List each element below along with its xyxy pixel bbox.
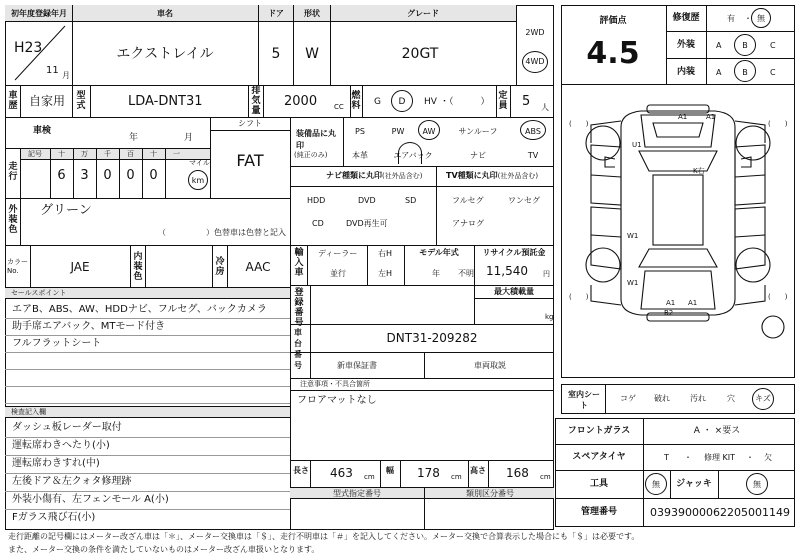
equip-nav: ナビ [470, 151, 486, 160]
drive-4wd: 4WD [525, 57, 545, 66]
car-diagram [561, 85, 795, 378]
inspector-note-line: 外装小傷有、左フェンモール A(小) [12, 494, 169, 505]
doors-value: 5 [271, 46, 281, 62]
row1-header-bg [5, 5, 516, 22]
fuel-g: G [374, 97, 381, 107]
tv-analog: アナログ [452, 219, 484, 228]
exterior-color-note: （ ）色替車は色替と記入 [158, 228, 286, 237]
odometer-digit: 3 [80, 168, 89, 183]
odometer-digit-label: 一 [173, 150, 180, 158]
diagram-mark-a1-front-l: A1 [678, 113, 688, 121]
equip-tv: TV [527, 151, 539, 160]
exterior-color-value: グリーン [40, 203, 92, 218]
spare-kit: 修理 KIT [704, 453, 736, 462]
repair-sep: ・ [744, 14, 752, 23]
equip-leather: 本革 [352, 151, 368, 160]
import-left: 左H [378, 269, 393, 278]
import-label: 輸入車 [294, 248, 304, 278]
doors-label: ドア [268, 9, 284, 18]
odometer-digit: 6 [57, 168, 66, 183]
width-label: 幅 [386, 466, 394, 475]
nav-label: ナビ種類に丸印(社外品含む) [326, 171, 423, 180]
odometer-digit-label: 記号 [28, 150, 42, 158]
chassis-value: DNT31-209282 [386, 331, 478, 345]
chassis-label: 車台番号 [294, 328, 302, 370]
odometer-digit: 0 [126, 168, 135, 183]
height-label: 高さ [470, 466, 486, 475]
shape-value: W [305, 46, 319, 62]
import-dealer: ディーラー [318, 249, 358, 258]
footer-line2: また、メーター交換の条件を満たしていないものはメーター改ざん車扱いとなります。 [8, 545, 320, 554]
odometer-digit-label: 十 [150, 150, 157, 158]
ac-label: 冷房 [215, 257, 225, 277]
width-value: 178 [417, 466, 440, 480]
diagram-bracket-tr: ( ) [768, 120, 788, 128]
warranty-label: 新車保証書 [337, 361, 377, 370]
management-value: 03939000062205001149 [650, 506, 790, 519]
odometer-digit-label: 百 [127, 150, 134, 158]
equipment-label: 装備品に丸印 [296, 129, 336, 150]
first-reg-month: 11 [46, 65, 59, 76]
recycle-yen: 円 [543, 270, 550, 278]
tv-fullseg: フルセグ [452, 196, 484, 205]
inspector-note-line: Fガラス飛び石(小) [12, 512, 96, 523]
equipment-sub: (純正のみ) [294, 151, 328, 159]
equip-sunroof: サンルーフ [458, 127, 498, 136]
ext-a: A [716, 41, 722, 50]
model-name: エクストレイル [116, 46, 214, 62]
equip-pw: PW [391, 127, 405, 136]
equip-airbag: エアバック [393, 151, 433, 160]
displacement-value: 2000 [284, 94, 318, 109]
inspection-year: 年 [129, 133, 139, 143]
color-no-label: カラーNo. [7, 258, 28, 275]
shape-label: 形状 [304, 9, 320, 18]
cabin-tear: 破れ [654, 394, 670, 403]
ac-value: AAC [245, 260, 271, 274]
cabin-hole: 穴 [727, 394, 735, 403]
sales-point-line: 助手席エアバック、MTモード付き [12, 321, 166, 332]
capacity-label: 定員 [498, 91, 508, 111]
repair-no: 無 [757, 14, 765, 23]
score-value: 4.5 [586, 36, 640, 71]
fuel-paren: ・（ ） [440, 97, 490, 107]
inspector-note-line: ダッシュ板レーダー取付 [12, 422, 122, 433]
ext-c: C [770, 41, 776, 50]
diagram-mark-w1-mid: W1 [627, 232, 639, 240]
sales-points-label: セールスポイント [11, 289, 67, 297]
int-a: A [716, 68, 722, 77]
nav-dvd: DVD [358, 196, 376, 205]
management-label: 管理番号 [580, 507, 618, 517]
shift-value: FAT [236, 151, 264, 170]
max-load-kg: kg [545, 313, 554, 321]
spare-t: T [664, 453, 669, 462]
inspector-label: 検査記入欄 [11, 408, 46, 416]
class-label: 類別区分番号 [466, 489, 514, 498]
color-no-value: JAE [70, 260, 90, 274]
fuel-d: D [398, 97, 406, 107]
nav-dvd-play: DVD再生可 [346, 219, 388, 228]
km-label: km [191, 176, 205, 185]
nav-sd: SD [405, 196, 417, 205]
inspector-note-line: 運転席わきすれ(中) [12, 458, 100, 469]
interior-color-label: 内装色 [133, 252, 143, 282]
cabin-koge: コゲ [620, 394, 636, 403]
diagram-bracket-bl: ( ) [569, 293, 589, 301]
cabin-label: 室内シート [568, 390, 600, 410]
odometer-digit: 0 [149, 168, 158, 183]
odometer-digit-label: 千 [104, 150, 111, 158]
inspector-note-line: 運転席わきへたり(小) [12, 440, 110, 451]
sales-point-line: エアB、ABS、AW、HDDナビ、フルセグ、バックカメラ [12, 304, 267, 315]
grade-label: グレード [407, 9, 439, 18]
width-cm: cm [451, 473, 462, 481]
notes-label: 注意事項・不具合箇所 [300, 380, 370, 388]
type-value: LDA-DNT31 [128, 94, 203, 109]
int-c: C [770, 68, 776, 77]
month-unit: 月 [62, 71, 70, 80]
windshield-label: フロントガラス [567, 426, 631, 436]
tools-none: 無 [652, 480, 660, 489]
int-b: B [742, 68, 748, 77]
length-value: 463 [330, 466, 353, 480]
length-label: 長さ [293, 466, 309, 475]
cc-unit: CC [334, 103, 344, 111]
nav-cd: CD [312, 219, 324, 228]
diagram-mark-k-right: K右 [693, 167, 705, 175]
repair-yes: 有 [727, 14, 735, 23]
notes-value: フロアマットなし [297, 395, 377, 406]
equip-abs: ABS [525, 127, 541, 136]
model-year-unknown: 不明 [458, 269, 474, 278]
drive-2wd: 2WD [525, 28, 545, 37]
diagram-mark-b2: B2 [664, 309, 674, 317]
tools-label: 工具 [589, 479, 609, 489]
import-parallel: 並行 [330, 269, 346, 278]
first-reg-label: 初年度登録年月 [11, 9, 67, 18]
sales-point-line: フルフラットシート [12, 338, 102, 349]
usage-label: 車歴 [8, 91, 18, 111]
manual-label: 車両取説 [474, 361, 506, 370]
mileage-label: 走行 [8, 162, 18, 182]
diagram-mark-u1: U1 [632, 141, 642, 149]
fuel-label: 燃料 [351, 91, 361, 111]
max-load-label: 最大積載量 [494, 287, 534, 296]
model-year-label: モデル年式 [419, 248, 459, 257]
tv-label: TV種類に丸印(社外品含む) [446, 171, 539, 180]
cabin-scratch: キズ [755, 394, 771, 403]
jack-label: ジャッキ [676, 479, 712, 489]
import-right: 右H [378, 249, 393, 258]
capacity-value: 5 [522, 94, 531, 109]
first-reg-era: H23 [14, 40, 43, 56]
footer-line1: 走行距離の記号欄にはメーター改ざん車は「＊」、メーター交換車は「＄」、走行不明車は「＃」を記入してください。メーター交換で合算表示した場合にも「＄」は必要です。 [8, 532, 640, 541]
type-label: 型式 [76, 91, 86, 111]
score-label: 評価点 [599, 16, 627, 26]
repair-label: 修復歴 [672, 13, 700, 23]
exterior-color-label: 外装色 [8, 205, 18, 235]
type-spec-label: 型式指定番号 [333, 489, 381, 498]
registration-label: 登録番号 [294, 288, 304, 328]
mile-label: マイル [189, 159, 210, 167]
usage-value: 自家用 [29, 94, 66, 108]
diagram-bracket-br: ( ) [768, 293, 788, 301]
height-cm: cm [540, 473, 551, 481]
windshield-value: A ・ ×要ス [693, 426, 741, 436]
ext-b: B [742, 41, 748, 50]
spare-label: スペアタイヤ [572, 452, 626, 462]
odometer-digit: 0 [103, 168, 112, 183]
person-unit: 人 [541, 103, 549, 112]
displacement-label: 排気量 [251, 86, 261, 116]
inspection-label: 車検 [33, 126, 52, 136]
grade-value: 20GT [401, 46, 439, 62]
equip-aw: AW [422, 127, 436, 136]
spare-sep2: ・ [746, 453, 754, 462]
ext-label: 外装 [676, 40, 696, 50]
shift-label: シフト [238, 119, 262, 128]
model-name-label: 車名 [157, 9, 173, 18]
inspection-month: 月 [184, 133, 194, 143]
jack-none: 無 [753, 480, 761, 489]
tv-oneseg: ワンセグ [508, 196, 540, 205]
equip-ps: PS [355, 127, 365, 136]
nav-hdd: HDD [307, 196, 326, 205]
diagram-mark-a1-front-r: A1 [706, 113, 716, 121]
odometer-digit-label: 十 [58, 150, 65, 158]
odometer-digit-label: 万 [81, 150, 88, 158]
recycle-value: 11,540 [486, 264, 528, 278]
recycle-label: リサイクル預託金 [482, 248, 546, 257]
diagram-bracket-tl: ( ) [569, 120, 589, 128]
diagram-mark-w1-rear: W1 [627, 279, 639, 287]
cabin-dirt: 汚れ [690, 394, 706, 403]
model-year-year: 年 [432, 269, 440, 278]
int-label: 内装 [676, 67, 696, 77]
spare-none: 欠 [764, 453, 772, 462]
height-value: 168 [506, 466, 529, 480]
inspector-note-line: 左後ドア＆左クォタ修理跡 [12, 476, 132, 487]
fuel-hv: HV [424, 97, 437, 107]
spare-sep1: ・ [684, 453, 692, 462]
length-cm: cm [364, 473, 375, 481]
diagram-mark-a1-rear-r: A1 [688, 299, 698, 307]
diagram-mark-a1-rear-l: A1 [666, 299, 676, 307]
